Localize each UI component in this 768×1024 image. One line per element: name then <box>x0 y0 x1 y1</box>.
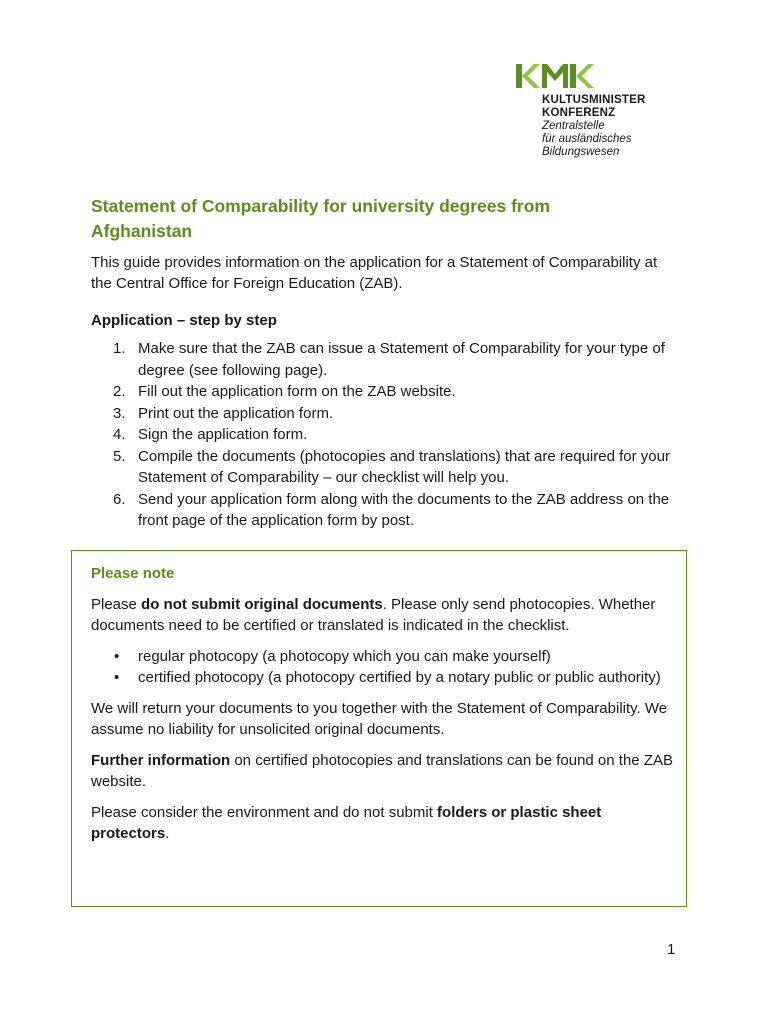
step-text: Fill out the application form on the ZAB website. <box>138 383 456 400</box>
kmk-logo-mark-icon <box>516 64 596 88</box>
list-item <box>91 667 676 689</box>
photocopy-types-list <box>91 646 676 689</box>
step-text: Compile the documents (photocopies and translations) that are required for your Statement of Comparability – our checklist will help you. <box>138 447 670 486</box>
kmk-logo <box>516 64 676 159</box>
step-number: 1. <box>113 340 126 357</box>
step-text: Make sure that the ZAB can issue a Statement of Comparability for your type of degree (see following page). <box>138 340 665 379</box>
step-item <box>91 338 681 381</box>
logo-wordmark <box>542 94 676 159</box>
note-heading: Please note <box>91 565 175 582</box>
steps-list <box>91 338 681 532</box>
intro-paragraph: This guide provides information on the application for a Statement of Comparability at the Central Office for Foreign Education (ZAB). <box>91 254 658 292</box>
note-p3-post: on certified photocopies and translations can be found on the ZAB website. <box>91 751 673 790</box>
please-note-box <box>71 550 687 907</box>
step-item <box>91 424 681 446</box>
step-item <box>91 446 681 489</box>
list-item-text: certified photocopy (a photocopy certified by a notary public or public authority) <box>138 669 661 686</box>
list-item <box>91 646 676 668</box>
note-p4-post: . <box>165 825 170 842</box>
bullet-icon: • <box>114 647 120 665</box>
step-text: Print out the application form. <box>138 404 334 422</box>
logo-line-5: Bildungswesen <box>542 146 620 158</box>
step-number: 4. <box>113 426 126 443</box>
note-p4-bold: folders or plastic sheet protectors <box>91 803 602 842</box>
bullet-icon: • <box>114 669 120 686</box>
note-paragraph-environment <box>91 802 676 845</box>
step-number: 3. <box>113 404 126 422</box>
note-p4-pre: Please consider the environment and do not submit <box>91 803 438 821</box>
step-text: Send your application form along with the documents to the ZAB address on the front page of the application form by post. <box>138 490 670 529</box>
note-p1-post: . Please only send photocopies. Whether documents need to be certified or translated is indicated in the checklist. <box>91 595 656 634</box>
page-number: 1 <box>667 941 676 958</box>
note-paragraph-further-info <box>91 750 676 793</box>
steps-heading: Application – step by step <box>91 312 277 329</box>
logo-line-1: KULTUSMINISTER <box>542 94 646 106</box>
logo-line-3: Zentralstelle <box>542 120 605 132</box>
step-number: 2. <box>113 383 126 400</box>
list-item-text: regular photocopy (a photocopy which you can make yourself) <box>138 647 551 665</box>
note-p1-pre: Please <box>91 595 142 613</box>
note-content <box>91 563 676 854</box>
note-p1-bold: do not submit original documents <box>141 595 383 613</box>
step-number: 6. <box>113 490 126 508</box>
step-item <box>91 489 681 532</box>
document-title: Statement of Comparability for university degrees from Afghanistan <box>91 196 550 241</box>
step-item <box>91 403 681 425</box>
note-paragraph-originals <box>91 594 676 637</box>
step-number: 5. <box>113 447 126 465</box>
step-item <box>91 381 681 403</box>
note-p3-bold: Further information <box>91 751 231 769</box>
logo-line-2: KONFERENZ <box>542 107 616 119</box>
logo-line-4: für ausländisches <box>542 133 632 145</box>
note-paragraph-return: We will return your documents to you together with the Statement of Comparability. We assume no liability for unsolicited original documents. <box>91 699 668 738</box>
step-text: Sign the application form. <box>138 426 308 443</box>
